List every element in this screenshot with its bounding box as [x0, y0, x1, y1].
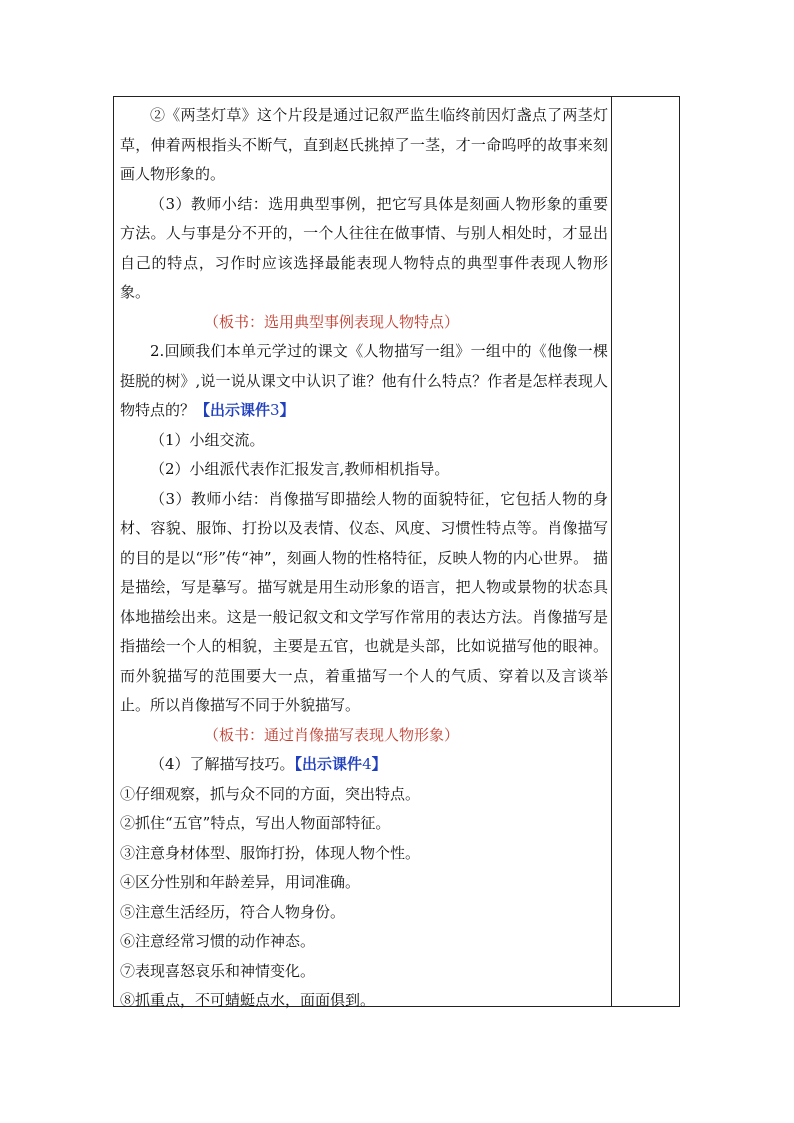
tip-item: ⑧抓重点，不可蜻蜓点水，面面俱到。: [120, 991, 376, 1009]
board-note-1: （板书：选用典型事例表现人物特点）: [204, 312, 460, 331]
tip-item: ⑦表现喜怒哀乐和神情变化。: [120, 961, 316, 980]
board-note-2: （板书：通过肖像描写表现人物形象）: [204, 725, 460, 744]
paragraph-portrait-summary: （3）教师小结：肖像描写即描绘人物的面貌特征，它包括人物的身材、容貌、服饰、打扮以及表情、仪态、风度、习惯性特点等。肖像描写的目的是以“形”传“神”，刻画人物的性格特征，反映人物的内心世界。 描是描绘，写是摹写。描写就是用生动形象的语言，把人物或景物的状态具体地描绘出来。这是一般记叙文和文学写作常用的表达方法。肖像描写是指描绘一个人的相貌，主要是五官，也就是头部，比如说描写他的眼神。而外貌描写的范围要大一点，着重描写一个人的气质、穿着以及言谈举止。所以肖像描写不同于外貌描写。: [120, 489, 608, 714]
tip-item: ③注意身材体型、服饰打扮，体现人物个性。: [120, 843, 421, 862]
courseware-tag-3: 【出示课件3】: [195, 401, 295, 419]
tip-item: ⑥注意经常习惯的动作神态。: [120, 932, 316, 950]
paragraph-group-report: （2）小组派代表作汇报发言,教师相机指导。: [150, 460, 450, 478]
paragraph-two-wicks: ②《两茎灯草》这个片段是通过记叙严监生临终前因灯盏点了两茎灯草，伸着两根指头不断气，直到赵氏挑掉了一茎，才一命呜呼的故事来刻画人物形象的。: [120, 106, 608, 183]
column-divider: [611, 97, 612, 1006]
tip-item: ④区分性别和年龄差异，用词准确。: [120, 873, 361, 891]
paragraph-review-lesson: [120, 337, 608, 426]
tips-list: [120, 780, 608, 1016]
courseware-tag-4: 【出示课件4】: [294, 755, 387, 773]
tip-item: ②抓住“五官”特点，写出人物面部特征。: [120, 814, 391, 832]
paragraph-group-discussion: （1）小组交流。: [150, 430, 265, 449]
paragraph-techniques: [120, 750, 608, 780]
lesson-content: [120, 101, 608, 1016]
tip-item: ⑤注意生活经历，符合人物身份。: [120, 902, 346, 921]
lesson-table: [113, 96, 680, 1007]
tip-item: ①仔细观察，抓与众不同的方面，突出特点。: [120, 784, 421, 803]
techniques-text: （4）了解描写技巧。: [150, 755, 295, 773]
paragraph-teacher-summary-1: （3）教师小结：选用典型事例，把它写具体是刻画人物形象的重要方法。人与事是分不开的，一个人往往在做事情、与别人相处时，才显出自己的特点，习作时应该选择最能表现人物特点的典型事件表现人物形象。: [120, 194, 608, 301]
review-text: 2.回顾我们本单元学过的课文《人物描写一组》一组中的《他像一棵挺脱的树》,说一说从课文中认识了谁？他有什么特点？作者是怎样表现人物特点的？: [120, 342, 608, 419]
